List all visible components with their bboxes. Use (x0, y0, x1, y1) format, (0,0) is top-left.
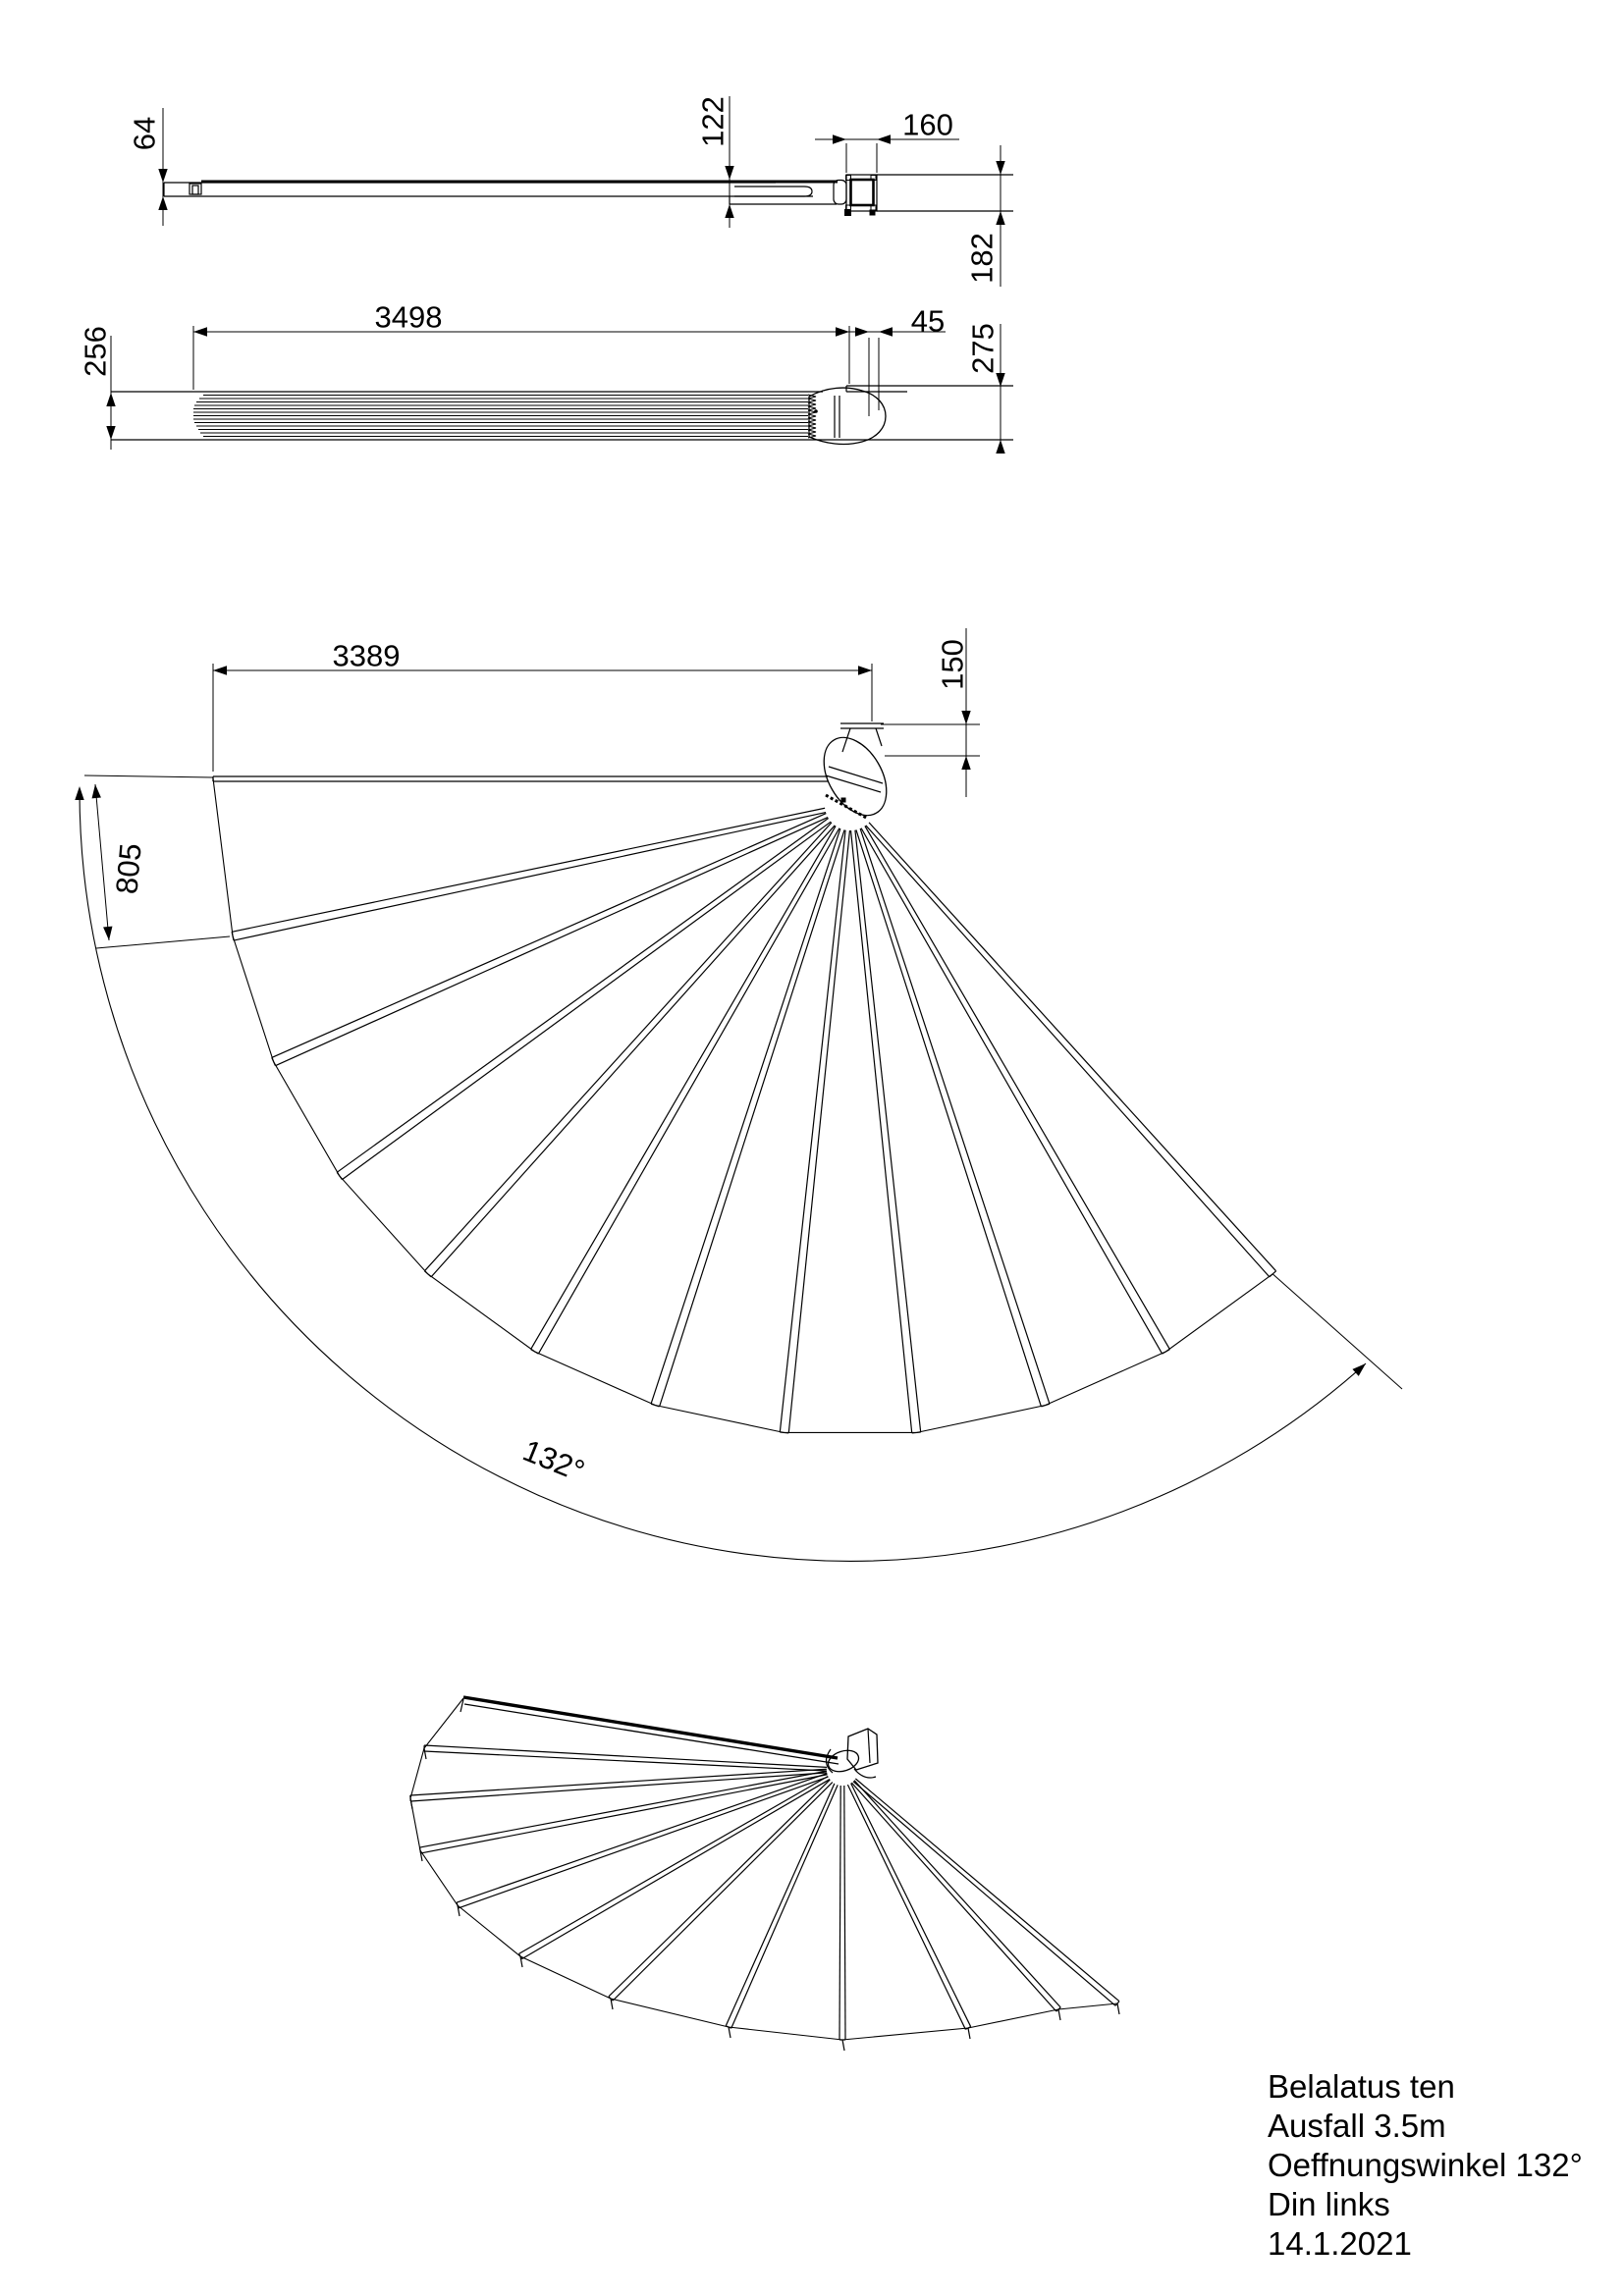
drawing-line (424, 1751, 827, 1771)
drawing-line (95, 784, 109, 940)
drawing-line (531, 826, 836, 1349)
title-block-line: Belalatus ten (1268, 2068, 1455, 2105)
drawing-line (609, 1780, 830, 1997)
drawing-line (424, 1745, 827, 1767)
drawing-line (851, 830, 912, 1433)
dimension-arrow (75, 786, 83, 800)
drawing-line (424, 1748, 426, 1759)
drawing-line (860, 828, 1050, 1404)
drawing-line (870, 210, 875, 215)
drawing-line (1058, 2009, 1060, 2020)
perspective-view-open-fan (410, 1697, 1119, 2051)
drawing-line (855, 830, 921, 1432)
dim-label-150: 150 (935, 639, 970, 690)
drawing-line (854, 1769, 876, 1778)
dim-label-3389: 3389 (332, 638, 401, 673)
drawing-line (1117, 2003, 1119, 2014)
drawing-line (839, 1786, 840, 2040)
dim-label-45: 45 (910, 303, 946, 339)
drawing-line (660, 829, 844, 1407)
drawing-line (809, 388, 886, 444)
dimension-arrow (855, 327, 869, 336)
dimension-arrow (996, 440, 1004, 454)
drawing-line (853, 1782, 1115, 2006)
drawing-line (80, 791, 1366, 1561)
dim-label-64: 64 (127, 116, 162, 151)
drawing-line (854, 1781, 1060, 2007)
dim-label-132: 132° (517, 1432, 590, 1489)
dimension-arrow (833, 134, 846, 143)
drawing-line (851, 1783, 1056, 2011)
drawing-line (847, 1729, 878, 1770)
drawing-line (844, 1786, 845, 2040)
dimension-arrow (879, 327, 893, 336)
plan-view-open-fan (75, 628, 1402, 1561)
drawing-line (729, 2027, 731, 2038)
drawing-line (613, 1783, 833, 2002)
pivot-dot (814, 409, 818, 413)
drawing-line (731, 1785, 838, 2028)
drawing-line (788, 830, 849, 1433)
drawing-line (734, 187, 812, 196)
drawing-line (538, 828, 839, 1354)
dim-label-182: 182 (964, 233, 1000, 284)
dimension-arrow (725, 166, 733, 180)
dim-label-122: 122 (695, 96, 731, 147)
dimension-arrow (158, 169, 167, 183)
dimension-arrow (90, 784, 101, 799)
dimension-labels (79, 96, 1001, 1488)
drawing-line (463, 1697, 838, 1758)
dimension-arrow (961, 756, 970, 770)
drawing-line (96, 936, 230, 948)
dim-label-160: 160 (902, 107, 953, 142)
drawing-line (876, 728, 882, 746)
drawing-line (861, 828, 1163, 1354)
drawing-line (431, 826, 835, 1277)
dimension-arrow (158, 196, 167, 210)
title-block-line: Oeffnungswinkel 132° (1268, 2147, 1583, 2183)
drawing-line (342, 822, 831, 1180)
drawing-line (192, 186, 198, 194)
dimension-arrow (996, 211, 1004, 225)
drawing-line (841, 798, 845, 802)
drawing-line (968, 2028, 970, 2039)
drawing-line (234, 813, 826, 941)
drawing-line (272, 814, 827, 1058)
drawing-line (868, 1729, 870, 1763)
dimension-arrow (877, 134, 891, 143)
drawing-line (869, 823, 1276, 1271)
drawing-line (410, 1698, 1117, 2040)
title-block-line: Din links (1268, 2186, 1390, 2222)
drawing-line (726, 1784, 835, 2026)
dim-label-256: 256 (78, 326, 113, 377)
drawing-line (851, 180, 874, 205)
drawing-line (866, 826, 1270, 1277)
drawing-line (856, 829, 1041, 1407)
title-block (1268, 2067, 1583, 2264)
drawing-line (1272, 1274, 1402, 1389)
drawing-line (424, 823, 832, 1271)
dimension-arrow (858, 666, 872, 674)
drawing-line (780, 830, 845, 1432)
drawing-line (84, 775, 213, 777)
dim-label-275: 275 (965, 323, 1001, 374)
drawing-line (826, 775, 881, 792)
dimension-arrow (103, 927, 114, 941)
title-block-line: Ausfall 3.5m (1268, 2108, 1446, 2144)
drawing-line (829, 767, 883, 783)
drawing-line (213, 778, 1272, 1432)
dimension-arrow (996, 161, 1004, 175)
drawing-line (855, 1779, 1119, 2002)
dimension-arrow (996, 373, 1004, 387)
dimension-arrow (836, 327, 849, 336)
drawing-line (865, 826, 1169, 1349)
dimension-arrow (213, 666, 227, 674)
top-view-closed-awning (106, 324, 1013, 454)
drawing-line (651, 828, 840, 1404)
dimension-arrow (193, 327, 207, 336)
drawing-line (337, 819, 829, 1173)
dimension-arrow (961, 711, 970, 724)
drawing-line (842, 2040, 844, 2051)
side-view-closed-awning (158, 96, 1013, 287)
dimension-arrow (106, 393, 115, 406)
drawing-line (834, 181, 846, 205)
drawing-line (842, 728, 850, 752)
dimension-arrow (725, 204, 733, 218)
drawing-line (275, 818, 828, 1066)
title-block-line: 14.1.2021 (1268, 2225, 1412, 2262)
dim-label-805: 805 (109, 841, 148, 896)
drawing-line (845, 210, 851, 216)
dimension-arrow (106, 426, 115, 440)
drawing-line (464, 1704, 839, 1764)
drawing-line (232, 808, 825, 932)
drawing-line (851, 1784, 971, 2027)
dim-label-3498: 3498 (374, 299, 443, 335)
